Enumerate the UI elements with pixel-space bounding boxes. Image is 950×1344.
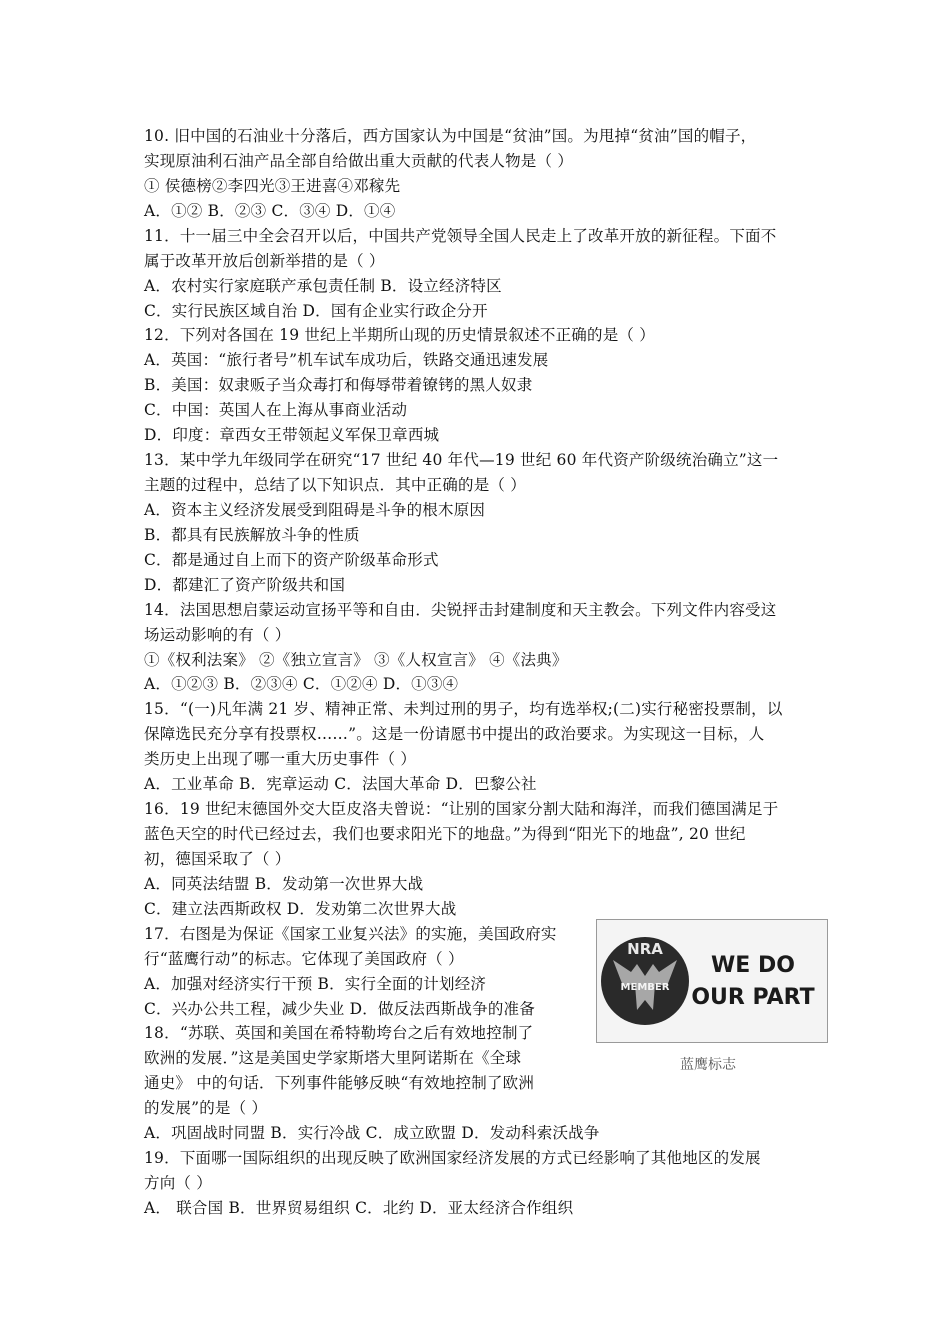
text-line: D．都建汇了资产阶级共和国: [144, 575, 346, 594]
text-line: 行“蓝鹰行动”的标志。它体现了美国政府（ ）: [144, 949, 464, 968]
text-line: 的发展”的是（ ）: [144, 1099, 268, 1118]
text-line: 方向（ ）: [144, 1174, 212, 1193]
text-line: 10. 旧中国的石油业十分落后，西方国家认为中国是“贫油”国。为甩掉“贫油”国的帽子，: [144, 127, 757, 145]
text-line: C．都是通过自上而下的资产阶级革命形式: [144, 550, 439, 569]
text-line: A．巩固战时同盟 B．实行冷战 C．成立欧盟 D．发动科索沃战争: [144, 1124, 600, 1143]
text-line: ①《权利法案》 ②《独立宣言》 ③《人权宣言》 ④《法典》: [144, 650, 568, 669]
figure-caption: 蓝鹰标志: [680, 1057, 736, 1073]
text-line: A．资本主义经济发展受到阻碍是斗争的根木原因: [144, 500, 486, 519]
text-line: C．实行民族区域自治 D．国有企业实行政企分开: [144, 301, 488, 320]
text-line: ① 侯德榜②李四光③王进喜④邓稼先: [144, 176, 401, 195]
text-line: C．建立法西斯政权 D．发劝第二次世界大战: [144, 899, 457, 918]
text-line: 15．“(一)凡年满 21 岁、精神正常、未判过刑的男子，均有选举权;(二)实行秘密投票制，以: [144, 700, 783, 719]
text-line: A．工业革命 B．宪章运动 C．法国大革命 D．巴黎公社: [144, 775, 537, 794]
text-line: B．美国：奴隶贩子当众毒打和侮辱带着镣铐的黑人奴隶: [144, 376, 533, 395]
nra-text: NRA: [627, 940, 663, 958]
text-line: A．①②③ B．②③④ C．①②④ D．①③④: [144, 675, 459, 694]
text-line: 13．某中学九年级同学在研究“17 世纪 40 年代—19 世纪 60 年代资产阶级统治确立”这一: [144, 451, 779, 470]
text-line: A．英国：“旅行者号”机车试车成功后，铁路交通迅速发展: [144, 351, 549, 370]
member-text: MEMBER: [620, 982, 670, 993]
text-line: 属于改革开放后创新举措的是（ ）: [144, 251, 385, 270]
text-line: 蓝色天空的时代已经过去，我们也要求阳光下的地盘。”为得到“阳光下的地盘”, 20 世纪: [144, 825, 746, 844]
text-line: 欧洲的发展．”这是美国史学家斯塔大里阿诺斯在《全球: [144, 1049, 522, 1068]
text-line: D．印度：章西女王带领起义军保卫章西城: [144, 426, 440, 445]
text-line: A．①② B．②③ C．③④ D．①④: [144, 201, 396, 220]
text-line: A．加强对经济实行干预 B．实行全面的计划经济: [144, 974, 487, 993]
text-line: B．都具有民族解放斗争的性质: [144, 525, 360, 544]
text-line: 场运动影响的有（ ）: [144, 625, 291, 644]
text-line: A．农村实行家庭联产承包责任制 B．设立经济特区: [144, 276, 502, 295]
text-line: 16．19 世纪末德国外交大臣皮洛夫曾说：“让别的国家分割大陆和海洋，而我们德国满足于: [144, 800, 779, 819]
text-line: 初，德国采取了（ ）: [144, 849, 291, 868]
text-line: 保障选民充分享有投票权……”。这是一份请愿书中提出的政治要求。为实现这一目标，人: [144, 725, 765, 744]
blue-eagle-figure: [596, 919, 828, 1043]
text-line: 11．十一届三中全会召开以后，中国共产党领导全国人民走上了改革开放的新征程。下面不: [144, 226, 777, 245]
text-line: 12．下列对各国在 19 世纪上半期所山现的历史情景叙述不正确的是（ ）: [144, 326, 655, 345]
blue-eagle-icon: [597, 920, 827, 1042]
text-line: 19．下面哪一国际组织的出现反映了欧洲国家经济发展的方式已经影响了其他地区的发展: [144, 1149, 761, 1168]
text-line: 类历史上出现了哪一重大历史事件（ ）: [144, 750, 417, 769]
slogan-line-2: OUR PART: [691, 985, 815, 1010]
text-line: 主题的过程中，总结了以下知识点．其中正确的是（ ）: [144, 476, 526, 495]
text-line: 实现原油利石油产品全部自给做出重大贡献的代表人物是（ ）: [144, 151, 574, 170]
text-line: 通史》 中的句话．下列事件能够反映“有效地控制了欧洲: [144, 1074, 535, 1093]
text-line: C．中国：英国人在上海从事商业活动: [144, 401, 408, 420]
text-line: C．兴办公共工程，减少失业 D．做反法西斯战争的准备: [144, 999, 535, 1018]
text-line: 17．右图是为保证《国家工业复兴法》的实施，美国政府实: [144, 924, 557, 943]
text-line: A． 联合国 B．世界贸易组织 C．北约 D．亚太经济合作组织: [144, 1198, 574, 1217]
text-line: 14．法国思想启蒙运动宣扬平等和自由．尖锐抨击封建制度和天主教会。下列文件内容受这: [144, 600, 777, 619]
text-line: A．同英法结盟 B．发动第一次世界大战: [144, 874, 424, 893]
slogan-line-1: WE DO: [711, 953, 795, 978]
text-line: 18．“苏联、英国和美国在希特勒垮台之后有效地控制了: [144, 1024, 534, 1043]
